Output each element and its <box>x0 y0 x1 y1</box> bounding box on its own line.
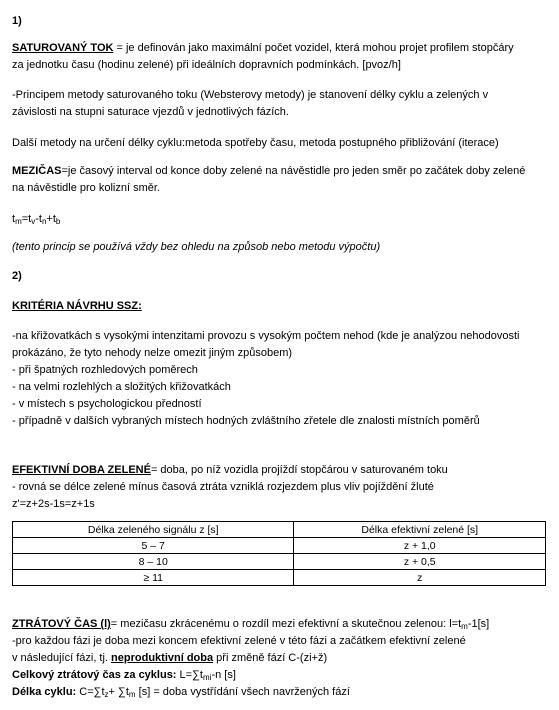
table-header-cell: Délka efektivní zelené [s] <box>294 522 546 538</box>
principle-text-1: -Principem metody saturovaného toku (Websterovy metody) je stanovení délky cyklu a zelených v <box>12 89 489 101</box>
cycle-length-formula-mid: + ∑t <box>108 686 129 698</box>
criteria-text-1: -na křižovatkách s vysokými intenzitami provozu s vysokým počtem nehod (kde je analýzou nehodovosti <box>12 330 520 342</box>
table-row <box>13 538 546 554</box>
lost-time-text-end: -1[s] <box>467 618 490 630</box>
cycle-length-label: Délka cyklu: <box>12 686 77 698</box>
unproductive-time-term: neproduktivní doba <box>111 652 214 664</box>
criteria-text-2: prokázáno, že tyto nehody nelze omezit jiným způsobem) <box>12 347 293 359</box>
lost-time-text: = mezičasu zkrácenému o rozdíl mezi efektivní a skutečnou zelenou: l=t <box>110 618 462 630</box>
lost-time-text-3c: při změně fází C-(zi+ž) <box>213 652 328 664</box>
lost-time-term: ZTRÁTOVÝ ČAS (l) <box>12 618 111 630</box>
criteria-title: KRITÉRIA NÁVRHU SSZ: <box>12 300 142 312</box>
table-cell: z <box>294 570 546 586</box>
effective-green-term: EFEKTIVNÍ DOBA ZELENÉ <box>12 464 151 476</box>
formula-sub: n <box>41 217 47 226</box>
table-cell: z + 0,5 <box>294 554 546 570</box>
intergreen-formula <box>12 211 547 228</box>
principle-paragraph <box>12 87 547 121</box>
total-lost-time-formula: L=∑t <box>176 669 203 681</box>
effective-green-table <box>12 521 546 586</box>
table-row <box>13 554 546 570</box>
saturated-flow-text-1: = je definován jako maximální počet vozidel, která mohou projet profilem stopčáry <box>113 42 514 54</box>
lost-time-sub: m <box>461 622 468 631</box>
formula-sub: v <box>31 217 36 226</box>
cycle-length-formula: C=∑t <box>76 686 105 698</box>
formula-sub: m <box>15 217 22 226</box>
table-header-row <box>13 522 546 538</box>
total-lost-time-formula-end: -n [s] <box>211 669 236 681</box>
cycle-length-sub: z <box>104 690 109 699</box>
section-2-heading: 2) <box>12 270 22 282</box>
formula-part: t <box>12 213 16 225</box>
effective-green-formula: z'=z+2s-1s=z+1s <box>12 498 95 510</box>
criteria-item: - při špatných rozhledových poměrech <box>12 364 198 376</box>
formula-part: +t <box>46 213 56 225</box>
cycle-length-text: [s] = doba vystřídání všech navržených fází <box>135 686 350 698</box>
intergreen-text-1: =je časový interval od konce doby zelené na návěstidle pro jeden směr po začátek doby zelené <box>61 165 526 177</box>
total-lost-time-label: Celkový ztrátový čas za cyklus: <box>12 669 177 681</box>
effective-green-text-2: - rovná se délce zelené mínus časová ztráta vzniklá rozjezdem plus vliv pojíždění žluté <box>12 481 434 493</box>
lost-time-definition <box>12 616 547 701</box>
formula-sub: b <box>55 217 61 226</box>
effective-green-definition <box>12 462 547 513</box>
formula-part: -t <box>35 213 42 225</box>
intergreen-definition <box>12 163 547 197</box>
table-cell: 8 – 10 <box>13 554 294 570</box>
cycle-length-sub: m <box>128 690 136 699</box>
intergreen-text-2: na návěstidle pro kolizní směr. <box>12 182 160 194</box>
table-cell: z + 1,0 <box>294 538 546 554</box>
method-note: (tento princip se používá vždy bez ohledu na způsob nebo metodu výpočtu) <box>12 241 381 253</box>
total-lost-time-sub: mi <box>202 673 212 682</box>
criteria-list <box>12 328 547 430</box>
effective-green-text: = doba, po níž vozidla projíždí stopčárou v saturovaném toku <box>150 464 448 476</box>
formula-part: =t <box>21 213 32 225</box>
table-cell: ≥ 11 <box>13 570 294 586</box>
other-methods: Další metody na určení délky cyklu:metoda spotřeby času, metoda postupného přibližování (iterace) <box>12 137 499 149</box>
criteria-item: - v místech s psychologickou předností <box>12 398 202 410</box>
saturated-flow-text-2: za jednotku času (hodinu zelené) při ideálních dopravních podmínkách. [pvoz/h] <box>12 59 401 71</box>
table-cell: 5 – 7 <box>13 538 294 554</box>
saturated-flow-definition <box>12 40 547 74</box>
principle-text-2: závislosti na stupni saturace vjezdů v jednotlivých fázích. <box>12 106 289 118</box>
criteria-item: - na velmi rozlehlých a složitých křižovatkách <box>12 381 231 393</box>
lost-time-text-2: -pro každou fázi je doba mezi koncem efektivní zelené v této fázi a začátkem efektivní zelené <box>12 635 466 647</box>
table-header-cell: Délka zeleného signálu z [s] <box>13 522 294 538</box>
saturated-flow-term: SATUROVANÝ TOK <box>12 42 114 54</box>
table-row <box>13 570 546 586</box>
section-1-heading: 1) <box>12 15 22 27</box>
lost-time-text-3a: v následující fázi, tj. <box>12 652 112 664</box>
intergreen-term: MEZIČAS <box>12 165 62 177</box>
criteria-item: - případně v dalších vybraných místech hodných zvláštního zřetele dle znalosti místních poměrů <box>12 415 480 427</box>
